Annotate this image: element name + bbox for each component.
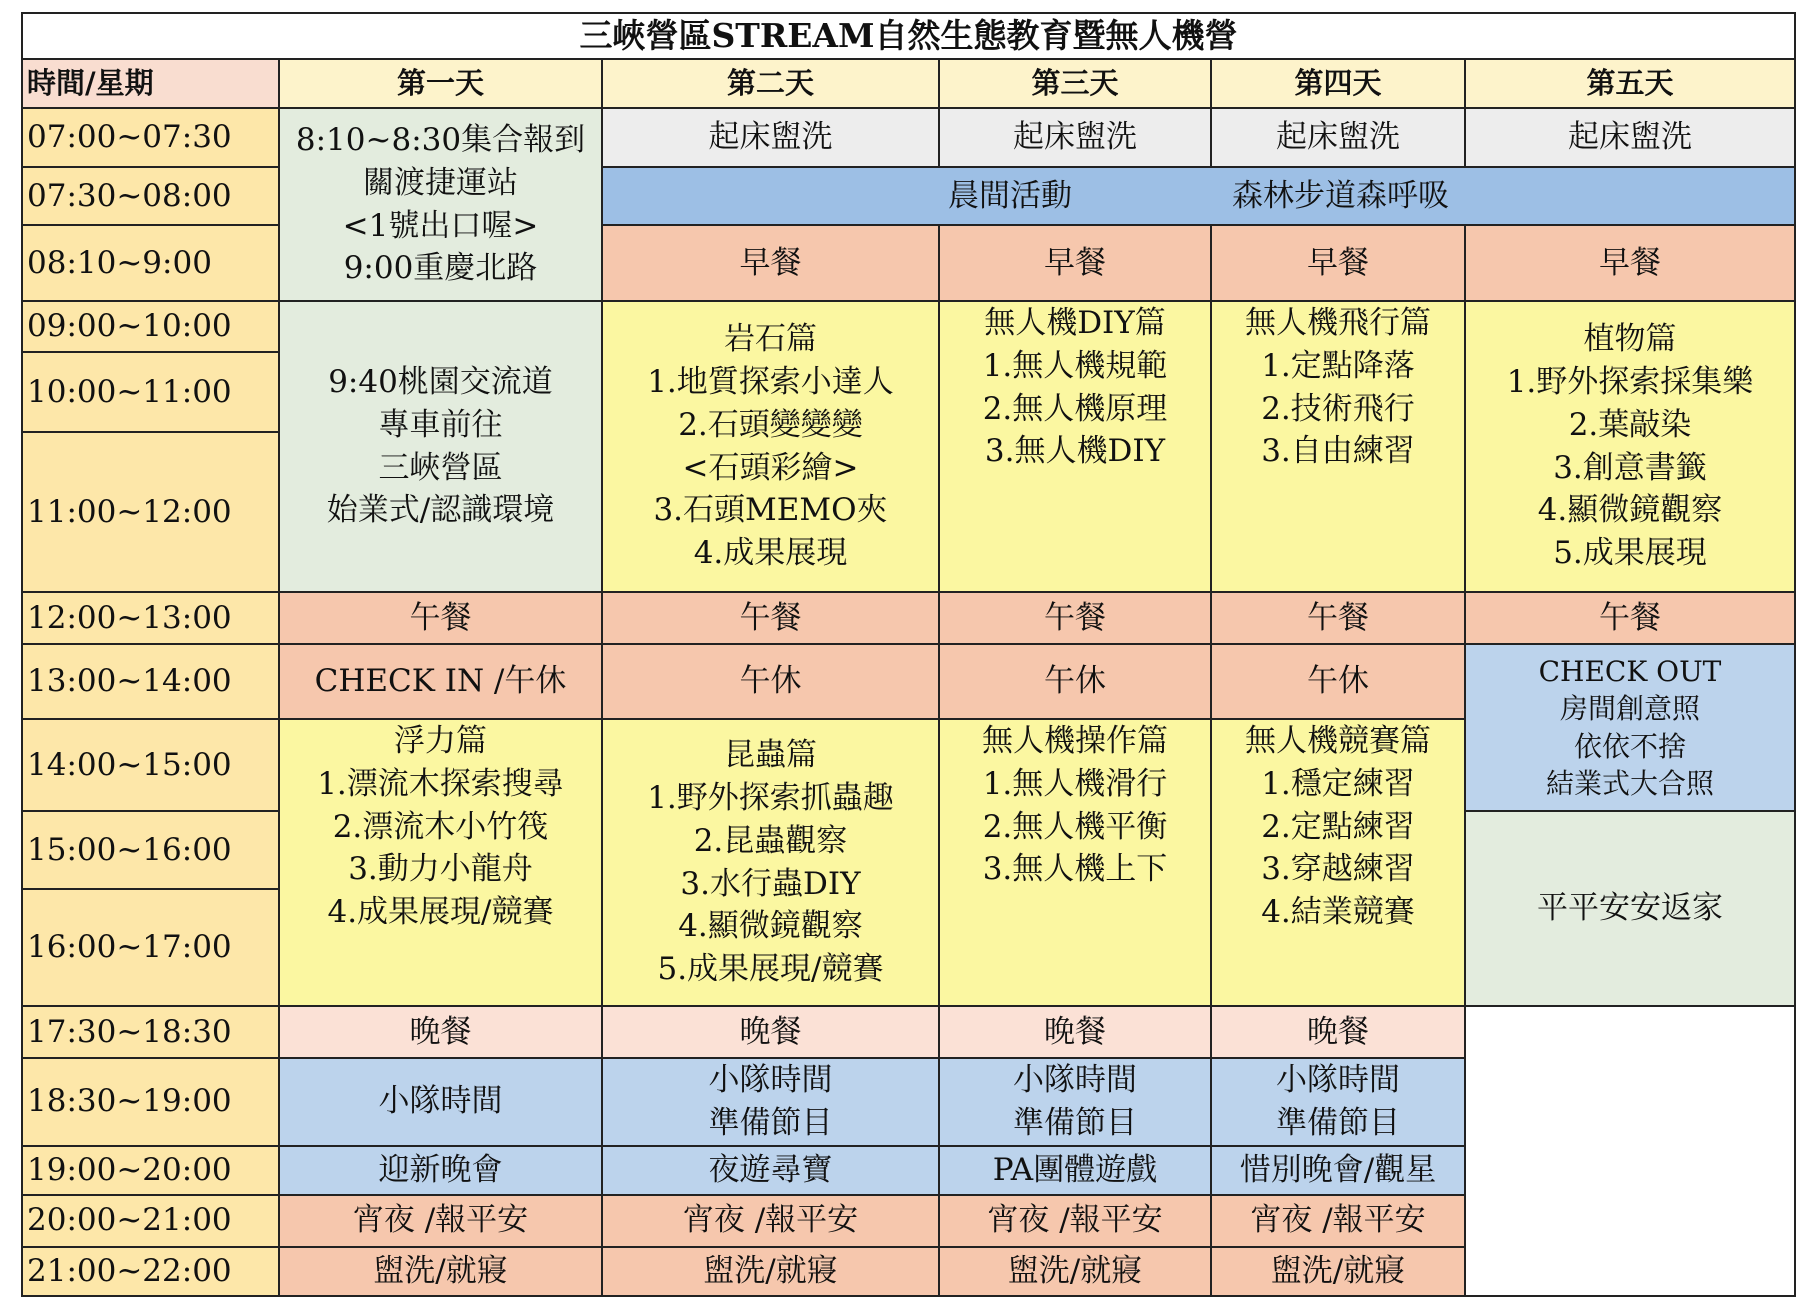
time-slot: 08:10~9:00 <box>22 225 279 301</box>
day2-breakfast: 早餐 <box>602 225 939 301</box>
time-slot: 07:30~08:00 <box>22 167 279 225</box>
schedule-title: 三峽營區STREAM自然生態教育暨無人機營 <box>22 13 1795 59</box>
day3-dinner: 晚餐 <box>939 1006 1211 1058</box>
time-slot: 15:00~16:00 <box>22 811 279 889</box>
header-day-5: 第五天 <box>1465 59 1795 108</box>
time-slot: 18:30~19:00 <box>22 1058 279 1146</box>
morning-band-label: 晨間活動 <box>948 177 1072 214</box>
morning-band-activity: 森林步道森呼吸 <box>1232 177 1449 214</box>
time-slot: 14:00~15:00 <box>22 719 279 811</box>
day4-afternoon-session: 無人機競賽篇 1.穩定練習 2.定點練習 3.穿越練習 4.結業競賽 <box>1211 719 1465 1006</box>
day2-morning-session: 岩石篇 1.地質探索小達人 2.石頭變變變 <石頭彩繪> 3.石頭MEMO夾 4.成果展現 <box>602 301 939 592</box>
day3-lunch: 午餐 <box>939 592 1211 644</box>
time-slot: 09:00~10:00 <box>22 301 279 352</box>
day2-bedtime: 盥洗/就寢 <box>602 1247 939 1296</box>
time-slot: 19:00~20:00 <box>22 1146 279 1195</box>
header-day-2: 第二天 <box>602 59 939 108</box>
day2-night-activity: 夜遊尋寶 <box>602 1146 939 1195</box>
time-slot: 17:30~18:30 <box>22 1006 279 1058</box>
day1-dinner: 晚餐 <box>279 1006 602 1058</box>
day3-wake: 起床盥洗 <box>939 108 1211 167</box>
morning-activity-band <box>602 167 1795 225</box>
day3-morning-session: 無人機DIY篇 1.無人機規範 2.無人機原理 3.無人機DIY <box>939 301 1211 592</box>
day4-rest: 午休 <box>1211 644 1465 719</box>
day2-afternoon-session: 昆蟲篇 1.野外探索抓蟲趣 2.昆蟲觀察 3.水行蟲DIY 4.顯微鏡觀察 5.成果展現/競賽 <box>602 719 939 1006</box>
day1-transfer: 9:40桃園交流道 專車前往 三峽營區 始業式/認識環境 <box>279 301 602 592</box>
day4-lunch: 午餐 <box>1211 592 1465 644</box>
day3-snack: 宵夜 /報平安 <box>939 1195 1211 1247</box>
day4-breakfast: 早餐 <box>1211 225 1465 301</box>
day2-dinner: 晚餐 <box>602 1006 939 1058</box>
time-slot: 13:00~14:00 <box>22 644 279 719</box>
day4-snack: 宵夜 /報平安 <box>1211 1195 1465 1247</box>
time-slot: 21:00~22:00 <box>22 1247 279 1296</box>
day1-lunch: 午餐 <box>279 592 602 644</box>
header-day-3: 第三天 <box>939 59 1211 108</box>
time-slot: 07:00~07:30 <box>22 108 279 167</box>
day3-bedtime: 盥洗/就寢 <box>939 1247 1211 1296</box>
day4-morning-session: 無人機飛行篇 1.定點降落 2.技術飛行 3.自由練習 <box>1211 301 1465 592</box>
day2-rest: 午休 <box>602 644 939 719</box>
time-slot: 20:00~21:00 <box>22 1195 279 1247</box>
header-day-4: 第四天 <box>1211 59 1465 108</box>
day2-team-time: 小隊時間 準備節目 <box>602 1058 939 1146</box>
day4-night-activity: 惜別晚會/觀星 <box>1211 1146 1465 1195</box>
header-corner: 時間/星期 <box>22 59 279 108</box>
day3-afternoon-session: 無人機操作篇 1.無人機滑行 2.無人機平衡 3.無人機上下 <box>939 719 1211 1006</box>
day3-night-activity: PA團體遊戲 <box>939 1146 1211 1195</box>
day2-snack: 宵夜 /報平安 <box>602 1195 939 1247</box>
day5-breakfast: 早餐 <box>1465 225 1795 301</box>
header-day-1: 第一天 <box>279 59 602 108</box>
day1-bedtime: 盥洗/就寢 <box>279 1247 602 1296</box>
day2-wake: 起床盥洗 <box>602 108 939 167</box>
day5-checkout: CHECK OUT 房間創意照 依依不捨 結業式大合照 <box>1465 644 1795 811</box>
day3-rest: 午休 <box>939 644 1211 719</box>
time-slot: 16:00~17:00 <box>22 889 279 1006</box>
day4-bedtime: 盥洗/就寢 <box>1211 1247 1465 1296</box>
day3-team-time: 小隊時間 準備節目 <box>939 1058 1211 1146</box>
day5-wake: 起床盥洗 <box>1465 108 1795 167</box>
day3-breakfast: 早餐 <box>939 225 1211 301</box>
day1-checkin: CHECK IN /午休 <box>279 644 602 719</box>
day5-return-home: 平平安安返家 <box>1465 811 1795 1006</box>
time-slot: 12:00~13:00 <box>22 592 279 644</box>
day5-empty-evening <box>1465 1006 1795 1296</box>
day4-wake: 起床盥洗 <box>1211 108 1465 167</box>
time-slot: 11:00~12:00 <box>22 432 279 592</box>
day1-snack: 宵夜 /報平安 <box>279 1195 602 1247</box>
day1-team-time: 小隊時間 <box>279 1058 602 1146</box>
day2-lunch: 午餐 <box>602 592 939 644</box>
time-slot: 10:00~11:00 <box>22 352 279 432</box>
day4-team-time: 小隊時間 準備節目 <box>1211 1058 1465 1146</box>
day1-welcome-party: 迎新晚會 <box>279 1146 602 1195</box>
day1-afternoon-session: 浮力篇 1.漂流木探索搜尋 2.漂流木小竹筏 3.動力小龍舟 4.成果展現/競賽 <box>279 719 602 1006</box>
day1-arrival: 8:10~8:30集合報到 關渡捷運站 <1號出口喔> 9:00重慶北路 <box>279 108 602 301</box>
day5-lunch: 午餐 <box>1465 592 1795 644</box>
camp-schedule-table <box>21 12 1796 1297</box>
day5-morning-session: 植物篇 1.野外探索採集樂 2.葉敲染 3.創意書籤 4.顯微鏡觀察 5.成果展現 <box>1465 301 1795 592</box>
day4-dinner: 晚餐 <box>1211 1006 1465 1058</box>
